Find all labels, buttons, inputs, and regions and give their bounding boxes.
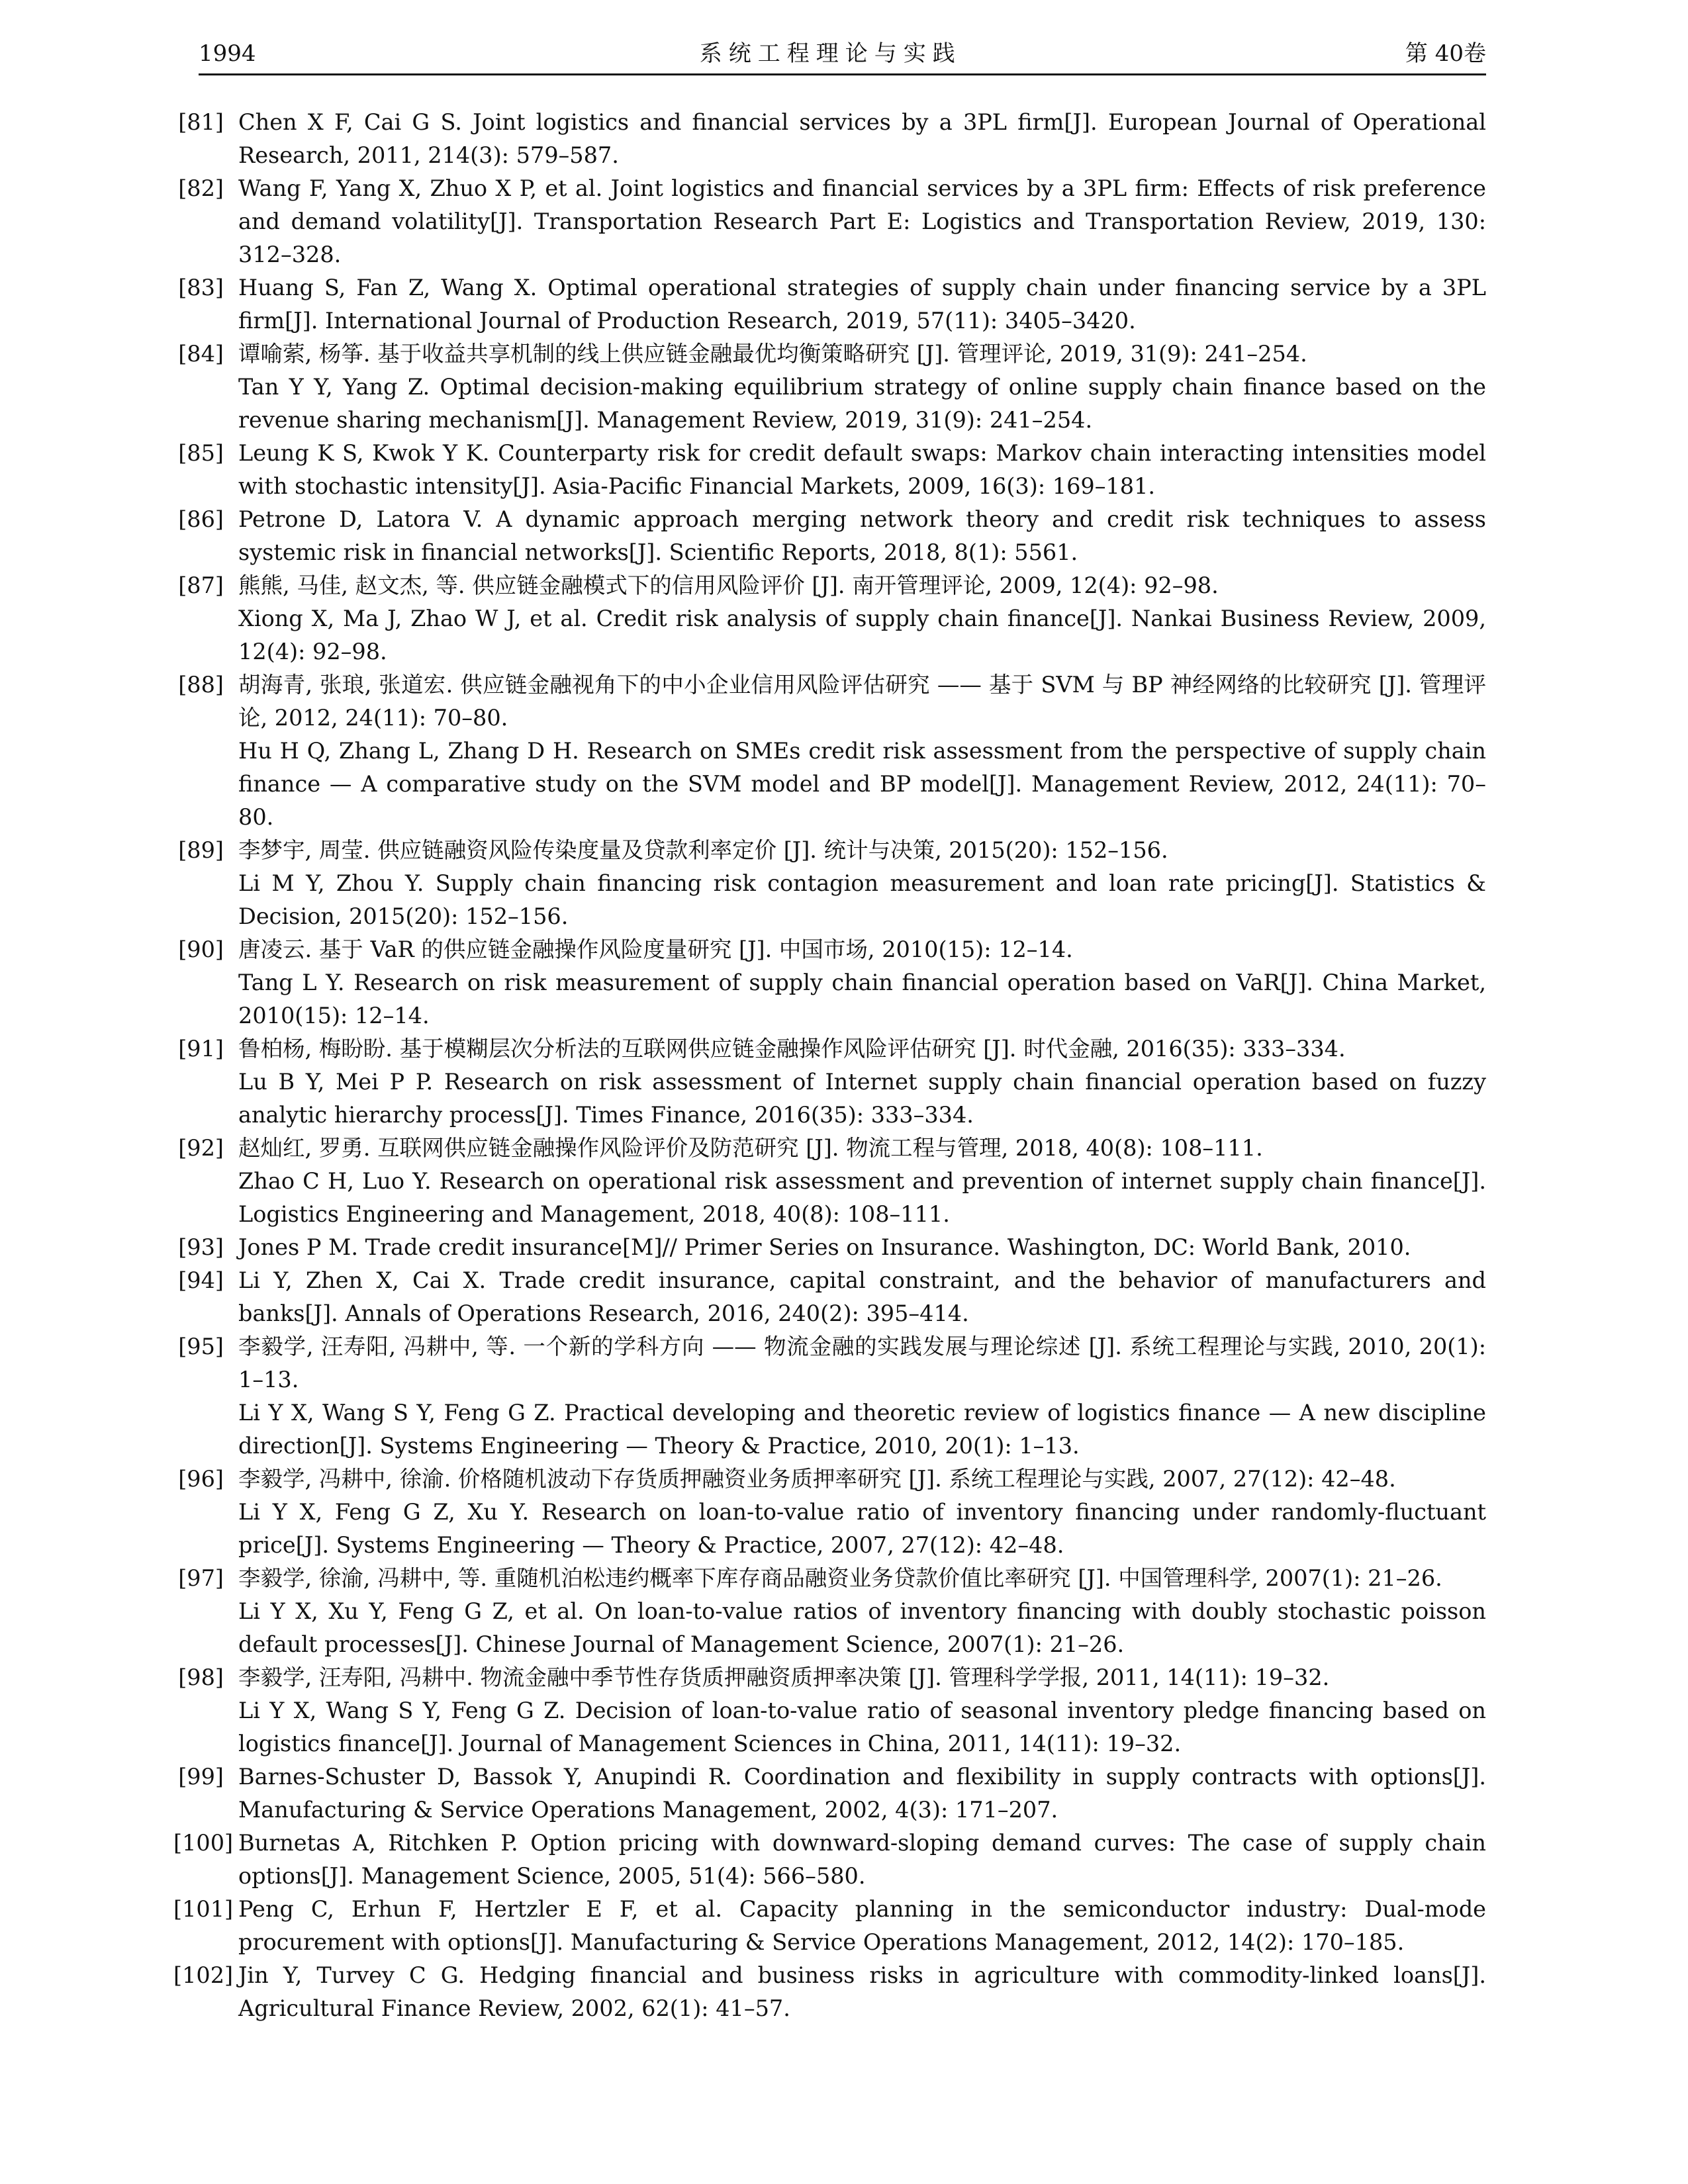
reference-text — [238, 1893, 1486, 1959]
reference-translation: Li M Y, Zhou Y. Supply chain financing risk contagion measurement and loan rate pricing[J]. Statistics & Decision, 2015(20): 152–156. — [238, 870, 1486, 929]
reference-citation: Barnes-Schuster D, Bassok Y, Anupindi R. Coordination and flexibility in supply contracts with options[J]. Manufacturing & Service Operations Management, 2002, 4(3): 171–207. — [238, 1764, 1486, 1823]
reference-item — [173, 503, 1486, 569]
reference-citation: Leung K S, Kwok Y K. Counterparty risk for credit default swaps: Markov chain interacting intensities model with stochastic intensity[J]. Asia-Pacific Financial Markets, 2009, 16(3): 169–181. — [238, 440, 1486, 499]
reference-item — [173, 1264, 1486, 1330]
reference-number: [99] — [178, 1764, 224, 1790]
reference-text — [238, 668, 1486, 834]
reference-citation: Burnetas A, Ritchken P. Option pricing with downward-sloping demand curves: The case of supply chain options[J]. Management Science, 2005, 51(4): 566–580. — [238, 1830, 1486, 1889]
reference-item — [173, 106, 1486, 172]
reference-text — [238, 933, 1486, 1032]
reference-citation: 李毅学, 汪寿阳, 冯耕中, 等. 一个新的学科方向 —— 物流金融的实践发展与理论综述 [J]. 系统工程理论与实践, 2010, 20(1): 1–13. — [238, 1334, 1486, 1392]
reference-text — [238, 271, 1486, 338]
reference-text — [238, 1231, 1486, 1264]
reference-translation: Li Y X, Feng G Z, Xu Y. Research on loan-to-value ratio of inventory financing under randomly-fluctuant price[J]. Systems Engineering — Theory & Practice, 2007, 27(12): 42–48. — [238, 1499, 1486, 1558]
reference-citation: 唐凌云. 基于 VaR 的供应链金融操作风险度量研究 [J]. 中国市场, 2010(15): 12–14. — [238, 936, 1073, 962]
reference-citation: Huang S, Fan Z, Wang X. Optimal operational strategies of supply chain under financing service by a 3PL firm[J]. International Journal of Production Research, 2019, 57(11): 3405–3420. — [238, 275, 1486, 334]
reference-citation: 熊熊, 马佳, 赵文杰, 等. 供应链金融模式下的信用风险评价 [J]. 南开管理评论, 2009, 12(4): 92–98. — [238, 572, 1219, 598]
reference-number: [91] — [178, 1036, 224, 1062]
reference-citation: 鲁柏杨, 梅盼盼. 基于模糊层次分析法的互联网供应链金融操作风险评估研究 [J]. 时代金融, 2016(35): 333–334. — [238, 1036, 1346, 1062]
reference-citation: 谭喻萦, 杨筝. 基于收益共享机制的线上供应链金融最优均衡策略研究 [J]. 管理评论, 2019, 31(9): 241–254. — [238, 341, 1307, 367]
reference-citation: Wang F, Yang X, Zhuo X P, et al. Joint logistics and financial services by a 3PL firm: Effects of risk preference and demand volatility[J]. Transportation Research Part E: Logistics and Transportation Review, 2019, 130: 312–328. — [238, 175, 1486, 267]
reference-number: [85] — [178, 440, 224, 466]
reference-translation: Li Y X, Xu Y, Feng G Z, et al. On loan-to-value ratios of inventory financing with doubly stochastic poisson default processes[J]. Chinese Journal of Management Science, 2007(1): 21–26. — [238, 1598, 1486, 1657]
reference-text — [238, 437, 1486, 503]
reference-translation: Zhao C H, Luo Y. Research on operational risk assessment and prevention of internet supply chain finance[J]. Logistics Engineering and Management, 2018, 40(8): 108–111. — [238, 1168, 1486, 1227]
reference-item — [173, 437, 1486, 503]
reference-number: [88] — [178, 672, 224, 698]
reference-citation: 李毅学, 徐渝, 冯耕中, 等. 重随机泊松违约概率下库存商品融资业务贷款价值比率研究 [J]. 中国管理科学, 2007(1): 21–26. — [238, 1565, 1442, 1591]
reference-citation: 胡海青, 张琅, 张道宏. 供应链金融视角下的中小企业信用风险评估研究 —— 基于 SVM 与 BP 神经网络的比较研究 [J]. 管理评论, 2012, 24(11): 70–80. — [238, 672, 1486, 731]
reference-citation: Li Y, Zhen X, Cai X. Trade credit insurance, capital constraint, and the behavior of manufacturers and banks[J]. Annals of Operations Research, 2016, 240(2): 395–414. — [238, 1267, 1486, 1326]
reference-item — [173, 834, 1486, 933]
reference-text — [238, 1827, 1486, 1893]
reference-item — [173, 569, 1486, 668]
reference-item — [173, 1463, 1486, 1562]
reference-citation: Chen X F, Cai G S. Joint logistics and financial services by a 3PL firm[J]. European Journal of Operational Research, 2011, 214(3): 579–587. — [238, 109, 1486, 168]
reference-number: [93] — [178, 1234, 224, 1260]
reference-translation: Lu B Y, Mei P P. Research on risk assessment of Internet supply chain financial operation based on fuzzy analytic hierarchy process[J]. Times Finance, 2016(35): 333–334. — [238, 1069, 1486, 1128]
reference-text — [238, 1032, 1486, 1132]
reference-number: [98] — [178, 1664, 224, 1690]
reference-text — [238, 1132, 1486, 1231]
reference-citation: Petrone D, Latora V. A dynamic approach merging network theory and credit risk techniques to assess systemic risk in financial networks[J]. Scientific Reports, 2018, 8(1): 5561. — [238, 506, 1486, 565]
volume-label: 第 40卷 — [1405, 40, 1486, 67]
reference-number: [89] — [178, 837, 224, 863]
reference-number: [84] — [178, 341, 224, 367]
reference-item — [173, 271, 1486, 338]
reference-item — [173, 1661, 1486, 1760]
reference-text — [238, 834, 1486, 933]
reference-list — [173, 106, 1486, 2025]
reference-citation: 李毅学, 汪寿阳, 冯耕中. 物流金融中季节性存货质押融资质押率决策 [J]. 管理科学学报, 2011, 14(11): 19–32. — [238, 1664, 1330, 1690]
page-header — [199, 37, 1486, 75]
reference-citation: Jin Y, Turvey C G. Hedging financial and business risks in agriculture with commodity-linked loans[J]. Agricultural Finance Review, 2002, 62(1): 41–57. — [238, 1962, 1486, 2021]
reference-text — [238, 106, 1486, 172]
reference-text — [238, 172, 1486, 271]
reference-item — [173, 1032, 1486, 1132]
reference-translation: Hu H Q, Zhang L, Zhang D H. Research on SMEs credit risk assessment from the perspective of supply chain finance — A comparative study on the SVM model and BP model[J]. Management Review, 2012, 24(11): 70–80. — [238, 738, 1486, 830]
reference-text — [238, 569, 1486, 668]
reference-number: [102] — [173, 1962, 234, 1988]
reference-item — [173, 1231, 1486, 1264]
reference-number: [90] — [178, 936, 224, 962]
reference-number: [100] — [173, 1830, 234, 1856]
reference-number: [97] — [178, 1565, 224, 1591]
reference-citation: 李毅学, 冯耕中, 徐渝. 价格随机波动下存货质押融资业务质押率研究 [J]. 系统工程理论与实践, 2007, 27(12): 42–48. — [238, 1466, 1396, 1492]
reference-citation: 李梦宇, 周莹. 供应链融资风险传染度量及贷款利率定价 [J]. 统计与决策, 2015(20): 152–156. — [238, 837, 1168, 863]
reference-item — [173, 1132, 1486, 1231]
reference-number: [82] — [178, 175, 224, 201]
reference-number: [81] — [178, 109, 224, 135]
reference-number: [87] — [178, 572, 224, 598]
reference-translation: Li Y X, Wang S Y, Feng G Z. Decision of loan-to-value ratio of seasonal inventory pledge financing based on logistics finance[J]. Journal of Management Sciences in China, 2011, 14(11): 19–32. — [238, 1698, 1486, 1756]
reference-translation: Tang L Y. Research on risk measurement of supply chain financial operation based on VaR[J]. China Market, 2010(15): 12–14. — [238, 970, 1486, 1028]
reference-number: [101] — [173, 1896, 234, 1922]
reference-text — [238, 338, 1486, 437]
reference-number: [86] — [178, 506, 224, 532]
reference-item — [173, 1893, 1486, 1959]
reference-item — [173, 338, 1486, 437]
reference-number: [96] — [178, 1466, 224, 1492]
reference-text — [238, 1661, 1486, 1760]
reference-text — [238, 1330, 1486, 1463]
reference-item — [173, 1827, 1486, 1893]
reference-citation: 赵灿红, 罗勇. 互联网供应链金融操作风险评价及防范研究 [J]. 物流工程与管理, 2018, 40(8): 108–111. — [238, 1135, 1263, 1161]
reference-citation: Jones P M. Trade credit insurance[M]// Primer Series on Insurance. Washington, DC: World Bank, 2010. — [238, 1234, 1411, 1260]
reference-item — [173, 668, 1486, 834]
reference-text — [238, 1264, 1486, 1330]
reference-number: [83] — [178, 275, 224, 300]
reference-translation: Tan Y Y, Yang Z. Optimal decision-making equilibrium strategy of online supply chain finance based on the revenue sharing mechanism[J]. Management Review, 2019, 31(9): 241–254. — [238, 374, 1486, 433]
reference-translation: Li Y X, Wang S Y, Feng G Z. Practical developing and theoretic review of logistics finance — A new discipline direction[J]. Systems Engineering — Theory & Practice, 2010, 20(1): 1–13. — [238, 1400, 1486, 1459]
reference-text — [238, 1959, 1486, 2025]
page-number: 1994 — [199, 40, 256, 67]
reference-text — [238, 1463, 1486, 1562]
reference-number: [94] — [178, 1267, 224, 1293]
reference-item — [173, 172, 1486, 271]
reference-citation: Peng C, Erhun F, Hertzler E F, et al. Capacity planning in the semiconductor industry: Dual-mode procurement with options[J]. Manufacturing & Service Operations Management, 2012, 14(2): 170–185. — [238, 1896, 1486, 1955]
reference-item — [173, 1562, 1486, 1661]
reference-text — [238, 503, 1486, 569]
reference-item — [173, 1760, 1486, 1827]
reference-item — [173, 1959, 1486, 2025]
reference-text — [238, 1760, 1486, 1827]
reference-item — [173, 1330, 1486, 1463]
reference-item — [173, 933, 1486, 1032]
journal-title: 系统工程理论与实践 — [699, 40, 962, 67]
reference-text — [238, 1562, 1486, 1661]
reference-number: [95] — [178, 1334, 224, 1359]
reference-translation: Xiong X, Ma J, Zhao W J, et al. Credit risk analysis of supply chain finance[J]. Nankai Business Review, 2009, 12(4): 92–98. — [238, 606, 1486, 664]
reference-number: [92] — [178, 1135, 224, 1161]
